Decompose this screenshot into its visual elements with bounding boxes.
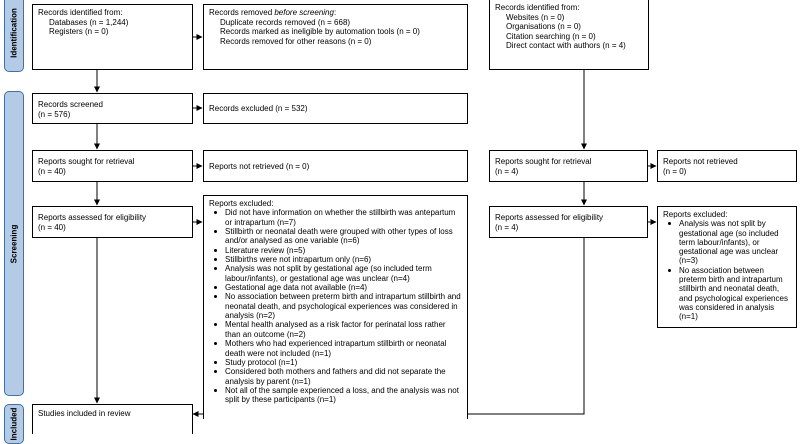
exclusion-reason: Mental health analysed as a risk factor for perinatal loss rather than an outcome (n=2)	[225, 320, 462, 339]
records-screened	[32, 93, 193, 124]
exclusion-reason: No association between preterm birth and intrapartum stillbirth and neonatal death, and psychological experiences was considered in analysis (n=2)	[225, 292, 461, 321]
exclusion-reason: Gestational age data not available (n=4)	[225, 283, 462, 292]
exclusion-reason: Did not have information on whether the stillbirth was antepartum or intrapartum (n=7)	[225, 208, 462, 227]
records-excluded	[203, 93, 468, 124]
exclusion-reason: Study protocol (n=1)	[225, 358, 462, 367]
reports-excluded-heading: Reports excluded:	[209, 199, 274, 208]
exclusion-reason: Analysis was not split by gestational age (so included term labour/infants), or gestational age was unclear (n=4)	[225, 264, 462, 283]
other-reports-sought-count: (n = 4)	[495, 166, 519, 176]
records-removed-heading: Records removed before screening:	[209, 8, 337, 17]
other-identified-heading: Records identified from:	[495, 3, 580, 12]
reports-assessed-label: Reports assessed for eligibility	[38, 213, 147, 222]
exclusion-reason: Stillbirths were not intrapartum only (n=6)	[225, 255, 462, 264]
stage-included-label: Included	[9, 407, 19, 441]
other-not-retrieved-count: (n = 0)	[663, 166, 687, 176]
records-excluded-label: Records excluded (n = 532)	[209, 104, 308, 113]
other-reports-not-retrieved	[657, 150, 797, 182]
other-reports-excluded	[657, 206, 797, 328]
records-screened-count: (n = 576)	[38, 109, 71, 119]
other-not-retrieved-label: Reports not retrieved	[663, 157, 738, 166]
records-identified-other-methods	[489, 0, 649, 70]
other-reports-assessed-count: (n = 4)	[495, 222, 519, 232]
other-reports-assessed-label: Reports assessed for eligibility	[495, 213, 604, 222]
stage-identification-label: Identification	[9, 8, 19, 58]
exclusion-reason: Not all of the sample experienced a loss, and the analysis was not split by these participants (n=1)	[225, 386, 462, 405]
duplicate-records-removed: Duplicate records removed (n = 668)	[220, 17, 351, 27]
reports-not-retrieved	[203, 150, 468, 182]
records-removed-other: Records removed for other reasons (n = 0)	[220, 36, 372, 46]
exclusion-reason: Literature review (n=5)	[225, 246, 462, 255]
exclusion-reason: Mothers who had experienced intrapartum stillbirth or neonatal death were not included (n=1)	[225, 339, 462, 358]
records-removed-before-screening	[203, 4, 468, 70]
reports-not-retrieved-label: Reports not retrieved (n = 0)	[209, 162, 310, 171]
records-identified-databases-count: Databases (n = 1,244)	[49, 17, 129, 27]
other-reports-sought-for-retrieval	[489, 150, 648, 182]
reports-sought-count: (n = 40)	[38, 166, 66, 176]
other-direct-contact-count: Direct contact with authors (n = 4)	[506, 41, 626, 51]
records-ineligible-automation: Records marked as ineligible by automation tools (n = 0)	[220, 27, 420, 37]
exclusion-reason: No association between preterm birth and intrapartum stillbirth and neonatal death, and psychological experiences was considered in analysis (n=1)	[679, 266, 791, 322]
studies-included-in-review	[32, 404, 193, 434]
reports-excluded	[203, 195, 468, 419]
studies-included-label: Studies included in review	[38, 409, 131, 418]
other-websites-count: Websites (n = 0)	[506, 12, 565, 22]
reports-assessed-count: (n = 40)	[38, 222, 66, 232]
stage-screening-label: Screening	[9, 224, 19, 263]
exclusion-reason: Stillbirth or neonatal death were grouped with other types of loss and/or analysed as one variable (n=6)	[225, 227, 462, 246]
other-reports-excluded-list	[663, 219, 791, 321]
reports-sought-for-retrieval	[32, 150, 193, 182]
other-reports-assessed-for-eligibility	[489, 206, 648, 238]
other-organisations-count: Organisations (n = 0)	[506, 22, 581, 32]
records-identified-databases	[32, 4, 193, 70]
reports-excluded-list	[209, 208, 462, 404]
records-identified-heading: Records identified from:	[38, 8, 123, 17]
exclusion-reason: Analysis was not split by gestational age (so included term labour/infants), or gestational age was unclear (n=3)	[679, 219, 791, 265]
other-reports-excluded-heading: Reports excluded:	[663, 210, 728, 219]
exclusion-reason: Considered both mothers and fathers and did not separate the analysis by parent (n=1)	[225, 367, 462, 386]
other-reports-sought-label: Reports sought for retrieval	[495, 157, 592, 166]
reports-sought-label: Reports sought for retrieval	[38, 157, 135, 166]
reports-assessed-for-eligibility	[32, 206, 193, 238]
records-identified-registers-count: Registers (n = 0)	[49, 27, 109, 37]
other-citation-count: Citation searching (n = 0)	[506, 31, 596, 41]
records-screened-label: Records screened	[38, 100, 103, 109]
